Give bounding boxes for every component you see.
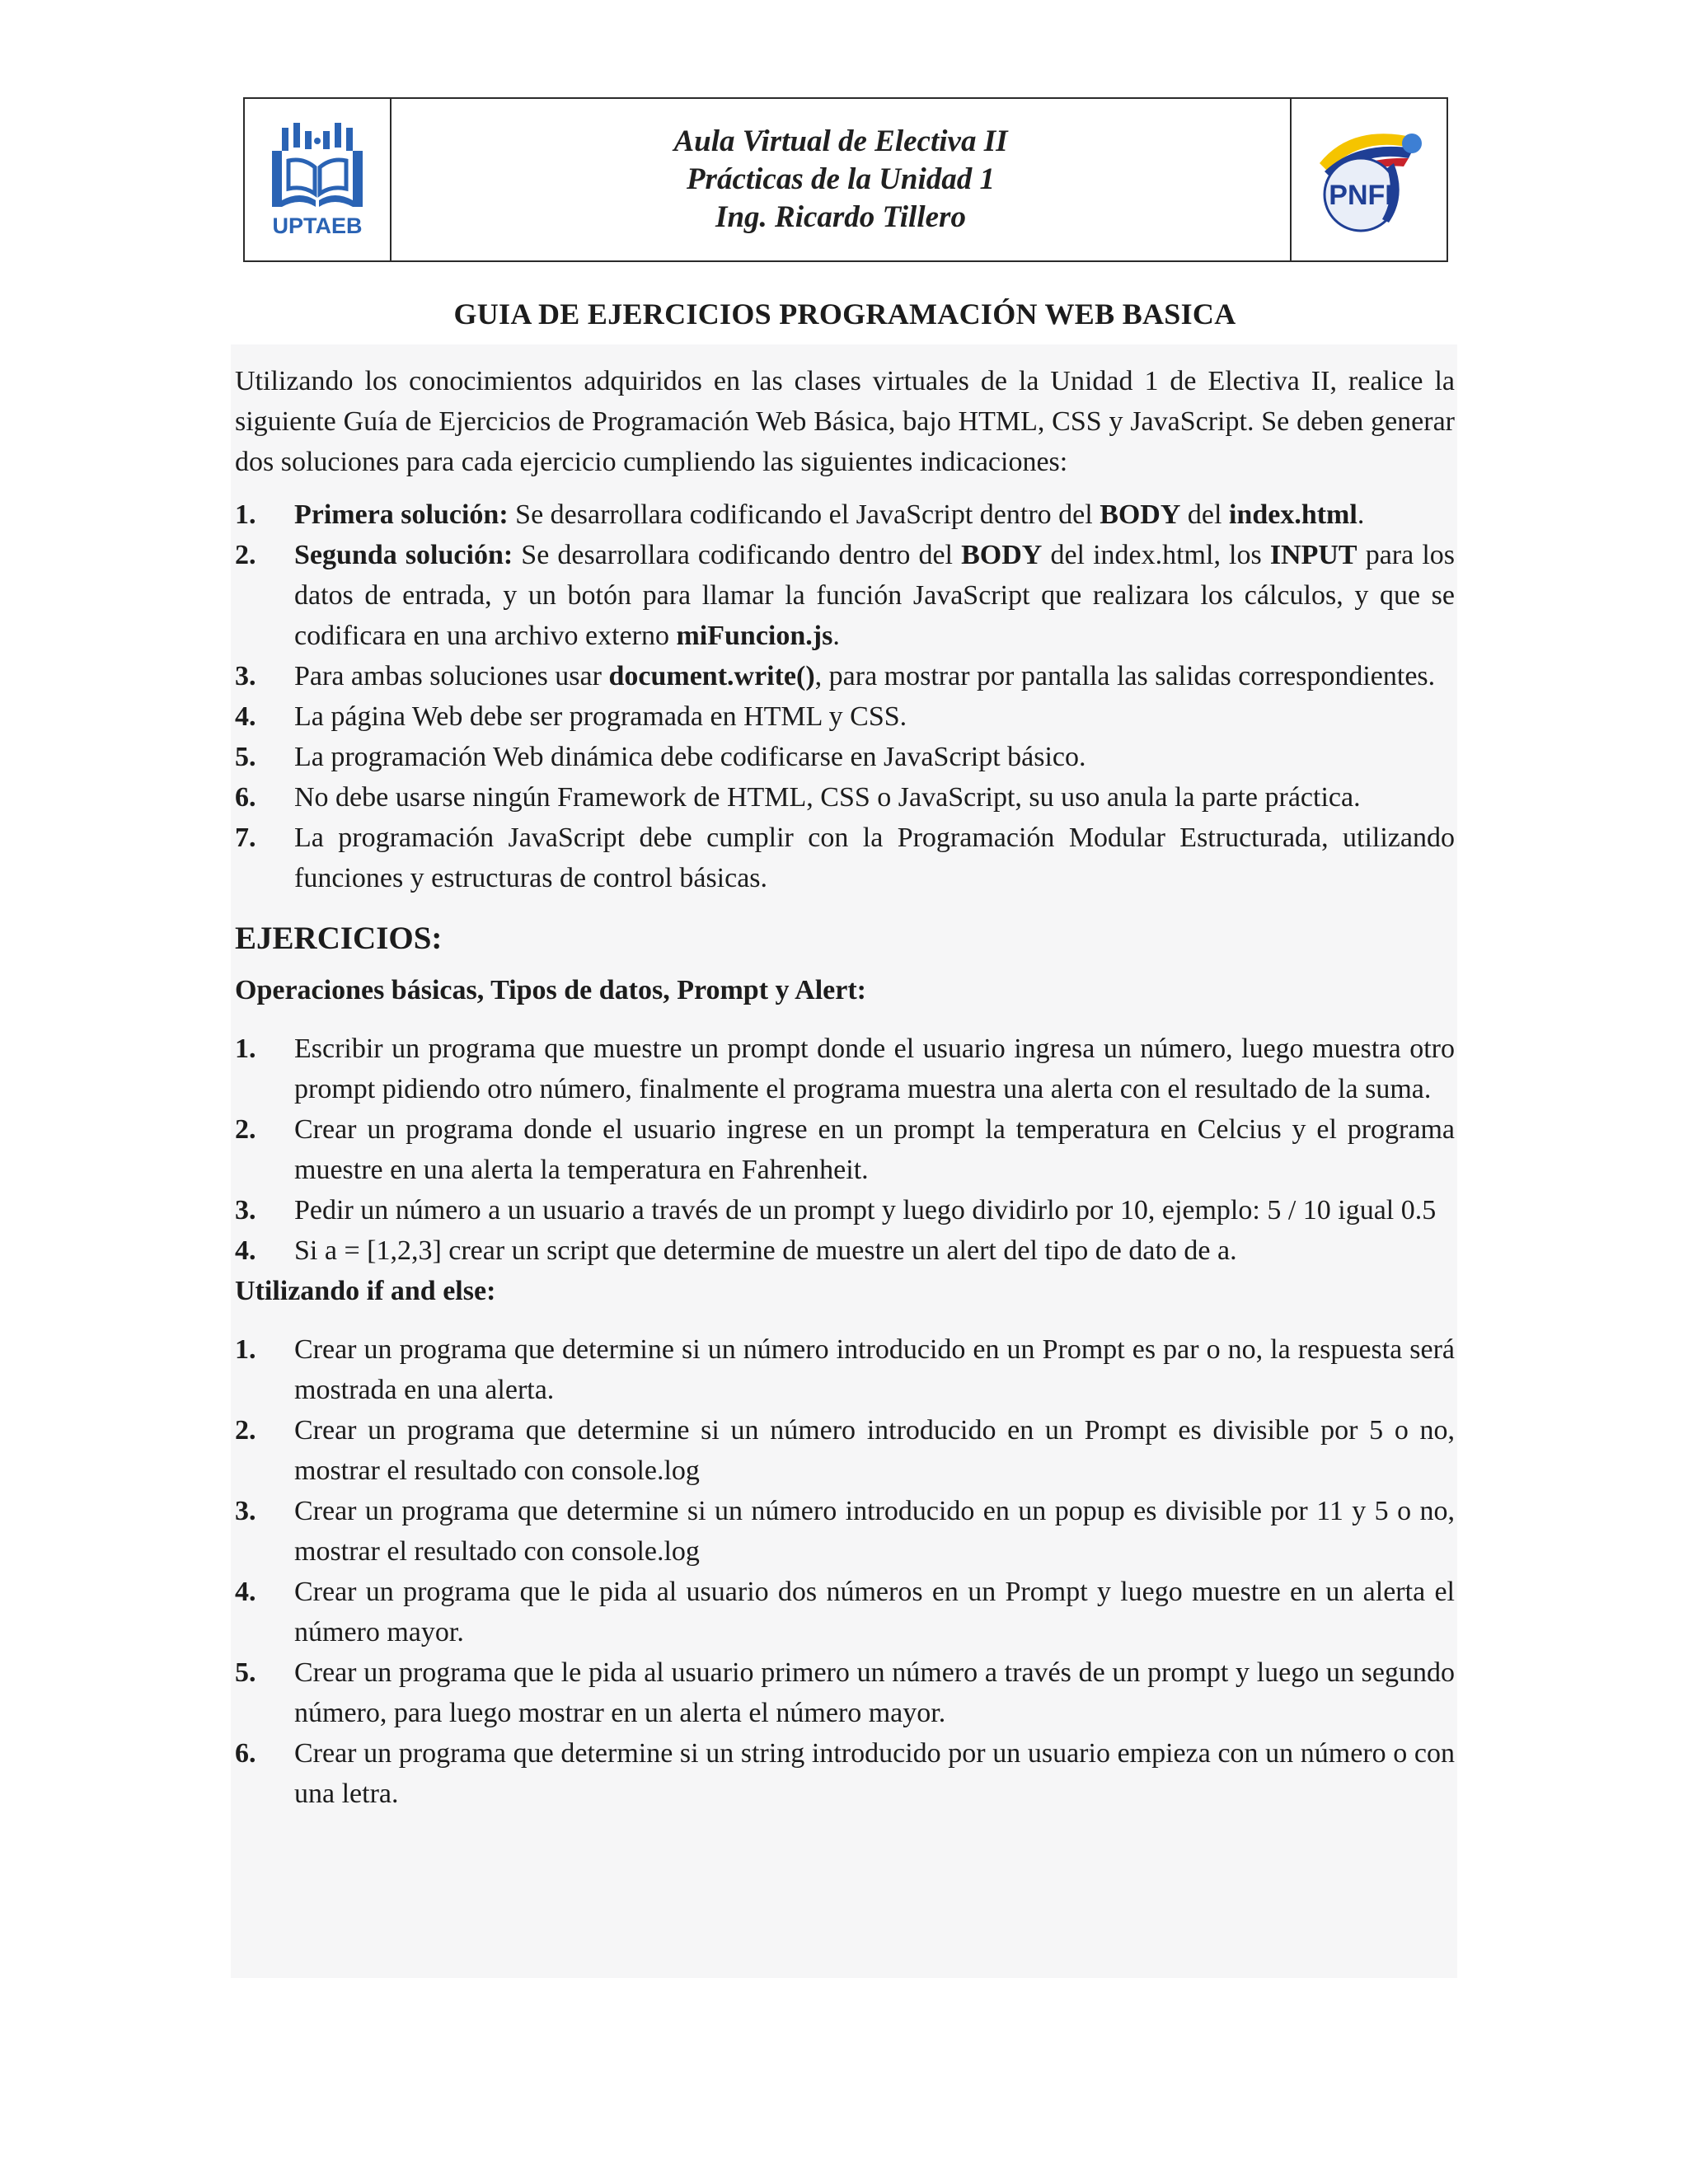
exercise-item: [235, 1652, 1455, 1733]
rule-text: del: [1180, 499, 1229, 530]
rule-bold: BODY: [1100, 499, 1181, 530]
rule-number: 4.: [235, 701, 256, 732]
exercise-number: 5.: [235, 1657, 256, 1688]
pnfi-emblem-icon: [1303, 114, 1435, 246]
exercise-number: 4.: [235, 1235, 256, 1266]
rule-number: 5.: [235, 742, 256, 772]
exercise-item: [235, 1572, 1455, 1652]
rule-text: La programación Web dinámica debe codificarse en JavaScript básico.: [294, 742, 1086, 772]
header-title-line-2: Prácticas de la Unidad 1: [686, 162, 996, 196]
rule-text: para los datos de entrada, y un botón para llamar la función JavaScript que realizara los cálculos, y que se codificara en una archivo externo: [294, 540, 1455, 651]
exercise-text: Si a = [1,2,3] crear un script que determine de muestre un alert del tipo de dato de a.: [294, 1235, 1237, 1266]
rule-item-6: [235, 777, 1455, 818]
document-title: GUIA DE EJERCICIOS PROGRAMACIÓN WEB BASICA: [453, 298, 1236, 330]
rule-text: .: [832, 621, 840, 651]
rule-text: , para mostrar por pantalla las salidas correspondientes.: [814, 661, 1436, 691]
exercise-item: [235, 1190, 1455, 1230]
rule-bold: INPUT: [1269, 540, 1357, 570]
exercise-item: [235, 1733, 1455, 1814]
rule-number: 1.: [235, 499, 256, 530]
uptaeb-logo: [245, 99, 392, 260]
exercise-item: [235, 1230, 1455, 1271]
exercise-text: Crear un programa donde el usuario ingrese en un prompt la temperatura en Celcius y el programa muestre en una alerta la temperatura en Fahrenheit.: [294, 1114, 1455, 1185]
exercise-text: Crear un programa que determine si un número introducido en un Prompt es divisible por 5 o no, mostrar el resultado con console.log: [294, 1415, 1455, 1486]
exercise-text: Pedir un número a un usuario a través de un prompt y luego dividirlo por 10, ejemplo: 5 / 10 igual 0.5: [294, 1195, 1437, 1226]
document-header: [243, 97, 1448, 262]
pnfi-logo-text: PNFI: [1329, 180, 1393, 211]
exercise-text: Crear un programa que determine si un string introducido por un usuario empieza con un número o con una letra.: [294, 1738, 1455, 1809]
rule-bold: document.write(): [608, 661, 815, 691]
exercise-text: Crear un programa que le pida al usuario primero un número a través de un prompt y luego un segundo número, para luego mostrar en un alerta el número mayor.: [294, 1657, 1455, 1728]
rule-text: .: [1357, 499, 1365, 530]
rule-item-4: [235, 696, 1455, 737]
exercise-number: 6.: [235, 1738, 256, 1769]
uptaeb-book-icon: [264, 118, 371, 241]
pnfi-logo: [1290, 99, 1447, 260]
rule-bold: BODY: [961, 540, 1043, 570]
rule-bold: Segunda solución:: [294, 540, 513, 570]
exercise-number: 2.: [235, 1415, 256, 1446]
exercise-text: Crear un programa que le pida al usuario dos números en un Prompt y luego muestre en un alerta el número mayor.: [294, 1577, 1455, 1647]
rule-bold: Primera solución:: [294, 499, 509, 530]
rule-bold: index.html: [1228, 499, 1357, 530]
rule-item-7: [235, 818, 1455, 898]
exercise-number: 1.: [235, 1033, 256, 1064]
rule-text: La programación JavaScript debe cumplir con la Programación Modular Estructurada, utilizando funciones y estructuras de control básicas.: [294, 823, 1455, 893]
rule-item-3: [235, 656, 1455, 696]
exercises-heading: EJERCICIOS:: [235, 921, 443, 956]
section-2-heading: Utilizando if and else:: [235, 1276, 496, 1306]
exercise-number: 3.: [235, 1195, 256, 1226]
rule-item-1: [235, 494, 1455, 535]
exercise-item: [235, 1329, 1455, 1410]
exercise-text: Escribir un programa que muestre un prompt donde el usuario ingresa un número, luego muestra otro prompt pidiendo otro número, finalmente el programa muestra una alerta con el resultado de la suma.: [294, 1033, 1455, 1104]
exercise-item: [235, 1410, 1455, 1491]
exercise-item: [235, 1491, 1455, 1572]
rule-number: 6.: [235, 782, 256, 813]
section-2-list: [235, 1329, 1455, 1814]
intro-paragraph: Utilizando los conocimientos adquiridos en las clases virtuales de la Unidad 1 de Electiva II, realice la siguiente Guía de Ejercicios de Programación Web Básica, bajo HTML, CSS y JavaScript. Se deben generar dos soluciones para cada ejercicio cumpliendo las siguientes indicaciones:: [235, 366, 1455, 477]
exercise-number: 1.: [235, 1334, 256, 1365]
rules-list: [235, 494, 1455, 898]
rule-text: del index.html, los: [1042, 540, 1270, 570]
uptaeb-logo-text: UPTAEB: [272, 213, 363, 238]
rule-text: No debe usarse ningún Framework de HTML, CSS o JavaScript, su uso anula la parte práctica.: [294, 782, 1361, 813]
section-1-heading: Operaciones básicas, Tipos de datos, Prompt y Alert:: [235, 975, 866, 1005]
exercise-number: 3.: [235, 1496, 256, 1526]
rule-text: Se desarrollara codificando dentro del: [513, 540, 962, 570]
exercise-text: Crear un programa que determine si un número introducido en un Prompt es par o no, la respuesta será mostrada en una alerta.: [294, 1334, 1455, 1405]
rule-number: 2.: [235, 540, 256, 570]
header-title-line-1: Aula Virtual de Electiva II: [673, 124, 1008, 158]
document-body: [235, 361, 1455, 1814]
exercise-number: 2.: [235, 1114, 256, 1145]
rule-text: Para ambas soluciones usar: [294, 661, 609, 691]
header-title-line-3: Ing. Ricardo Tillero: [715, 200, 966, 234]
rule-item-2: [235, 535, 1455, 656]
rule-text: Se desarrollara codificando el JavaScript dentro del: [508, 499, 1100, 530]
rule-number: 3.: [235, 661, 256, 691]
exercise-text: Crear un programa que determine si un número introducido en un popup es divisible por 11 y 5 o no, mostrar el resultado con console.log: [294, 1496, 1455, 1567]
rule-item-5: [235, 737, 1455, 777]
exercise-number: 4.: [235, 1577, 256, 1607]
section-1-list: [235, 1029, 1455, 1271]
exercise-item: [235, 1029, 1455, 1109]
exercise-item: [235, 1109, 1455, 1190]
header-titles: [392, 99, 1290, 260]
rule-bold: miFuncion.js: [676, 621, 833, 651]
rule-number: 7.: [235, 823, 256, 853]
rule-text: La página Web debe ser programada en HTML y CSS.: [294, 701, 907, 732]
